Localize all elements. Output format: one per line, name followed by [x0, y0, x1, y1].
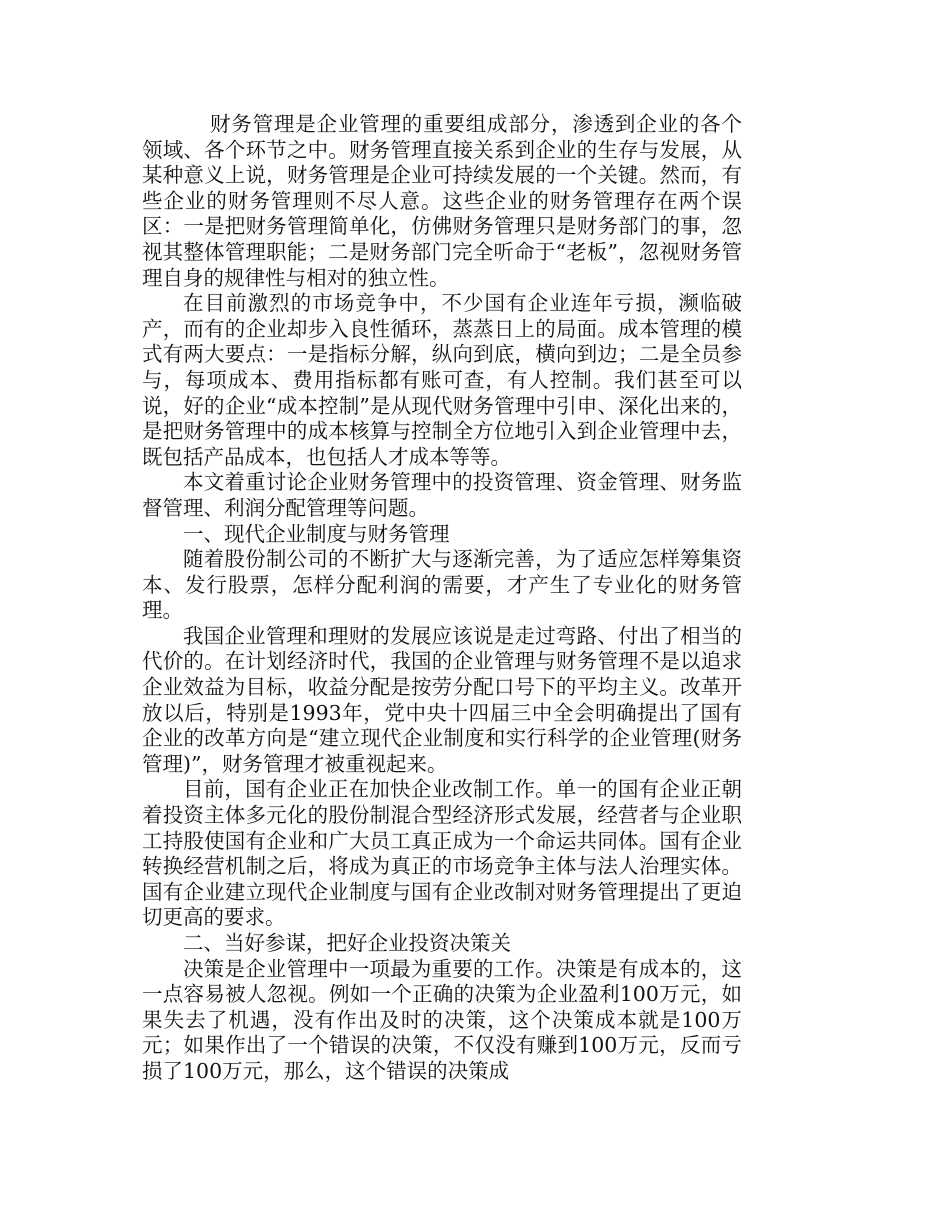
paragraph-intro: 财务管理是企业管理的重要组成部分，渗透到企业的各个领域、各个环节之中。财务管理直接关系到企业的生存与发展，从某种意义上说，财务管理是企业可持续发展的一个关键。然而，有些企业的财务管理则不尽人意。这些企业的财务管理存在两个误区：一是把财务管理简单化，仿佛财务管理只是财务部门的事，忽视其整体管理职能；二是财务部门完全听命于“老板”，忽视财务管理自身的规律性与相对的独立性。 — [142, 112, 742, 290]
document-body — [142, 112, 742, 1085]
paragraph-reform: 目前，国有企业正在加快企业改制工作。单一的国有企业正朝着投资主体多元化的股份制混合型经济形式发展，经营者与企业职工持股使国有企业和广大员工真正成为一个命运共同体。国有企业转换经营机制之后，将成为真正的市场竞争主体与法人治理实体。国有企业建立现代企业制度与国有企业改制对财务管理提出了更迫切更高的要求。 — [142, 777, 742, 930]
section-heading-2: 二、当好参谋，把好企业投资决策关 — [183, 931, 511, 955]
paragraph-decision: 决策是企业管理中一项最为重要的工作。决策是有成本的，这一点容易被人忽视。例如一个正确的决策为企业盈利100万元，如果失去了机遇，没有作出及时的决策，这个决策成本就是100万元；如果作出了一个错误的决策，不仅没有赚到100万元，反而亏损了100万元，那么，这个错误的决策成 — [142, 956, 742, 1083]
section-heading-1: 一、现代企业制度与财务管理 — [183, 521, 450, 546]
paragraph-history: 我国企业管理和理财的发展应该说是走过弯路、付出了相当的代价的。在计划经济时代，我国的企业管理与财务管理不是以追求企业效益为目标，收益分配是按劳分配口号下的平均主义。改革开放以后，特别是1993年，党中央十四届三中全会明确提出了国有企业的改革方向是“建立现代企业制度和实行科学的企业管理(财务管理)”，财务管理才被重视起来。 — [142, 623, 742, 776]
paragraph-cost-management: 在目前激烈的市场竞争中，不少国有企业连年亏损，濒临破产，而有的企业却步入良性循环，蒸蒸日上的局面。成本管理的模式有两大要点：一是指标分解，纵向到底，横向到边；二是全员参与，每项成本、费用指标都有账可查，有人控制。我们甚至可以说，好的企业“成本控制”是从现代财务管理中引申、深化出来的，是把财务管理中的成本核算与控制全方位地引入到企业管理中去，既包括产品成本，也包括人才成本等等。 — [142, 291, 742, 469]
paragraph-scope: 本文着重讨论企业财务管理中的投资管理、资金管理、财务监督管理、利润分配管理等问题。 — [142, 470, 742, 520]
paragraph-joint-stock: 随着股份制公司的不断扩大与逐渐完善，为了适应怎样筹集资本、发行股票，怎样分配利润的需要，才产生了专业化的财务管理。 — [142, 547, 742, 623]
